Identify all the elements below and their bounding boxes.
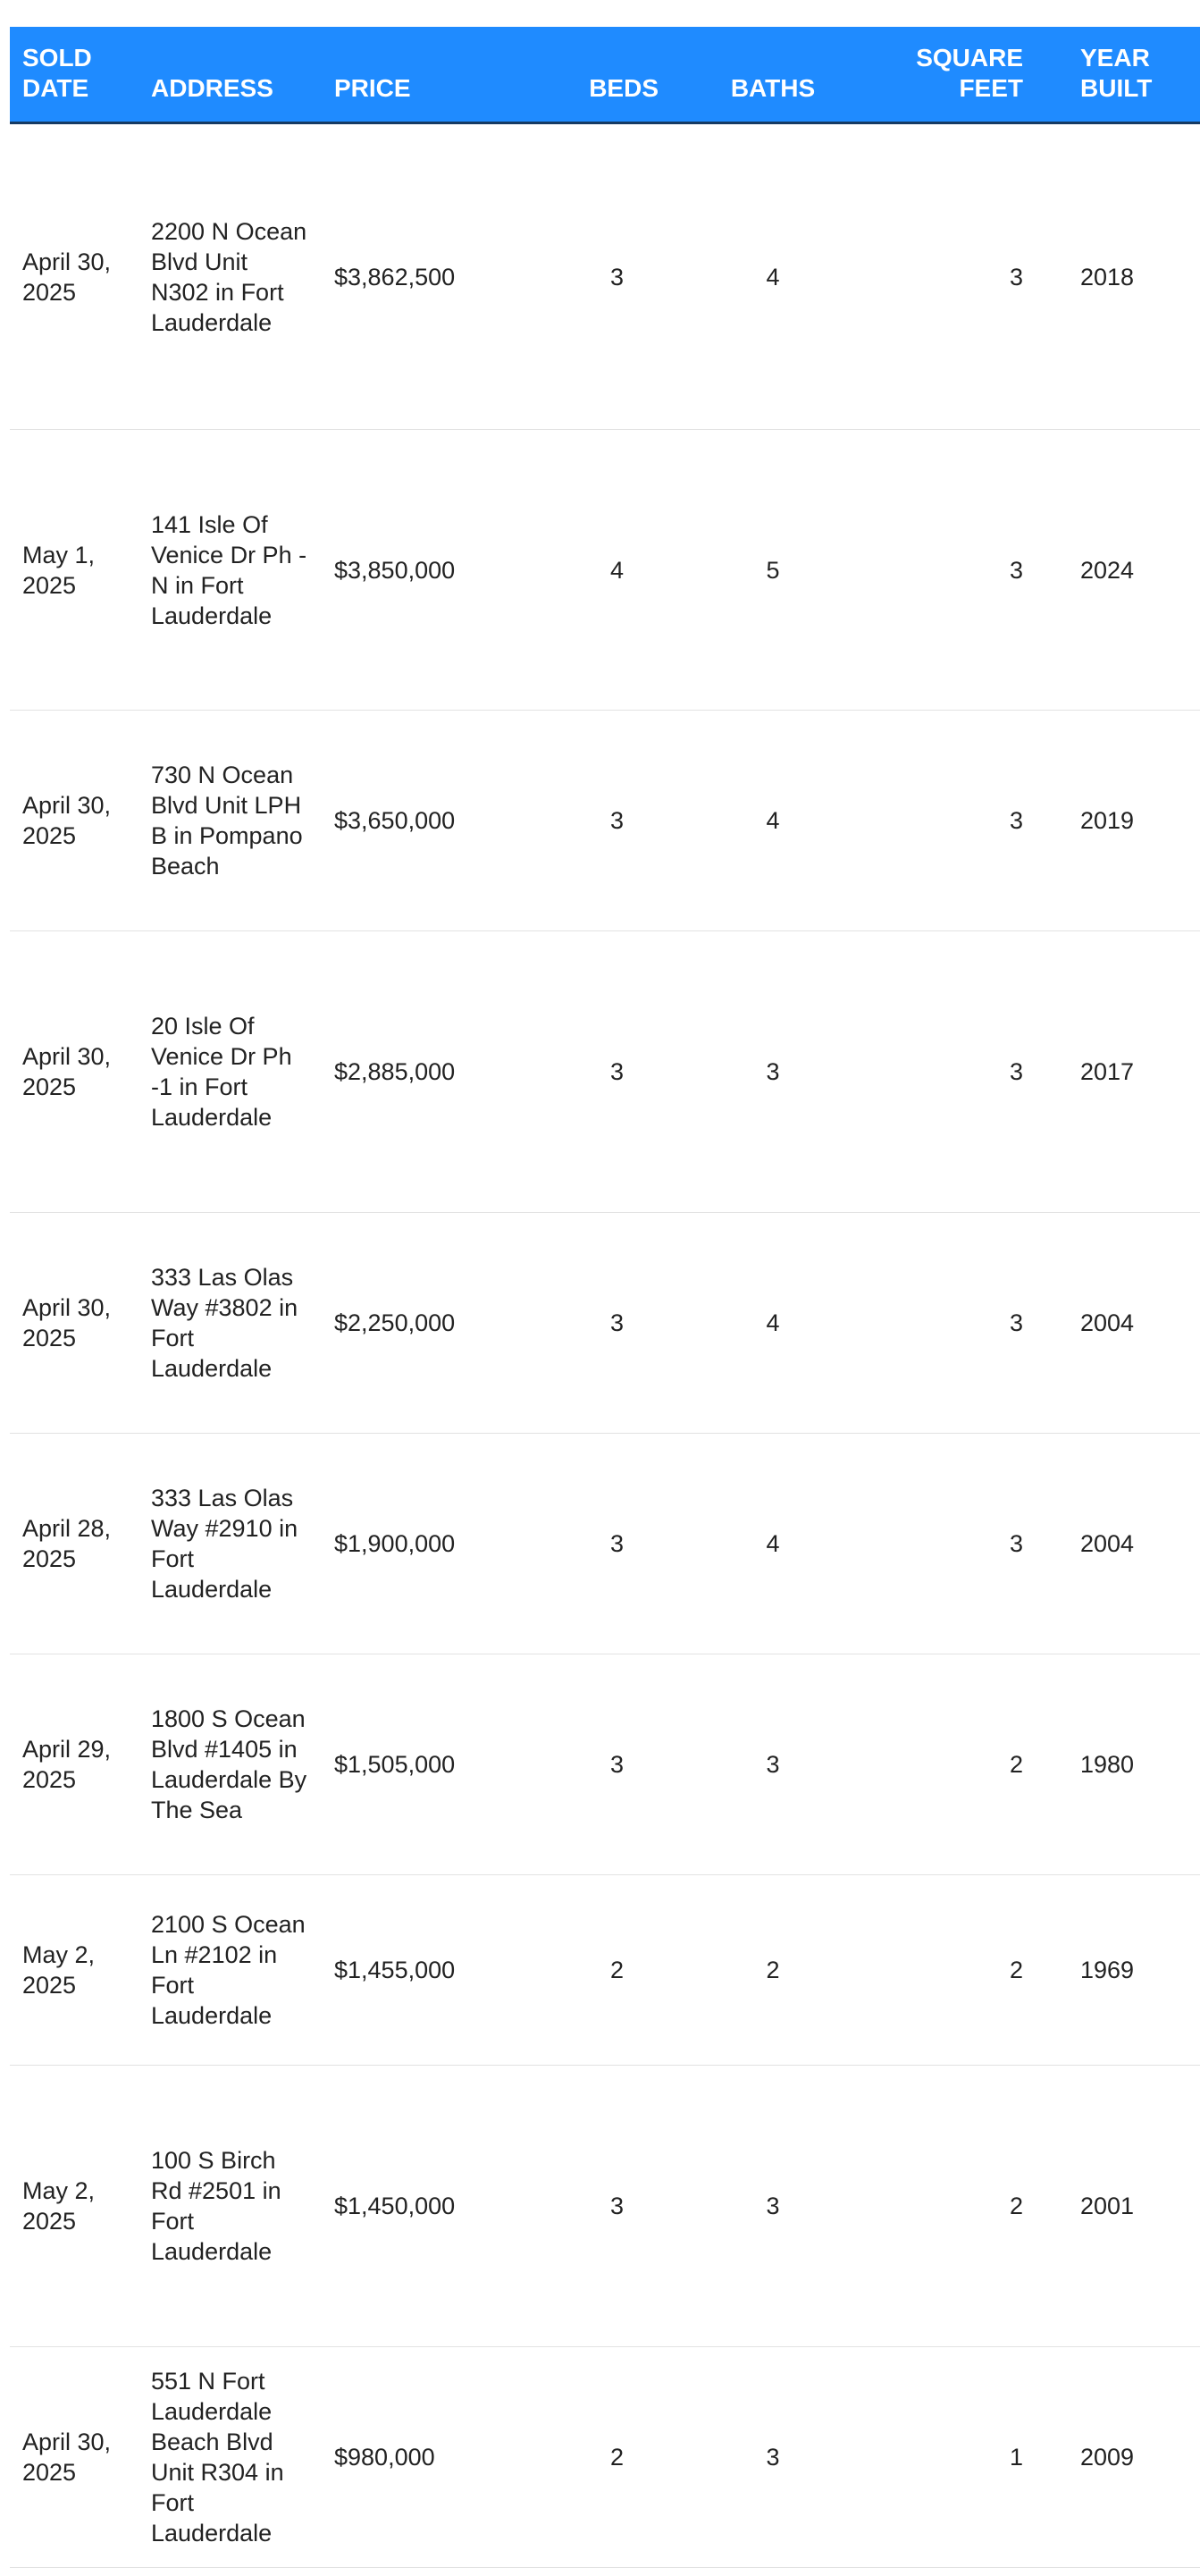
- cell-address: 333 Las Olas Way #2910 in Fort Lauderdale: [138, 1434, 322, 1654]
- cell-address: 1800 S Ocean Blvd #1405 in Lauderdale By The Sea: [138, 1654, 322, 1875]
- cell-baths: 5: [691, 430, 855, 711]
- cell-price: $3,650,000: [322, 711, 509, 931]
- cell-beds: 3: [509, 1434, 691, 1654]
- cell-sold-date: April 30, 2025: [10, 2347, 138, 2568]
- cell-square-feet: 2: [855, 1875, 1053, 2066]
- cell-price: $1,900,000: [322, 1434, 509, 1654]
- cell-sold-date: April 29, 2025: [10, 1654, 138, 1875]
- cell-sold-date: May 2, 2025: [10, 1875, 138, 2066]
- cell-price: $2,885,000: [322, 931, 509, 1213]
- cell-sold-date: April 28, 2025: [10, 1434, 138, 1654]
- cell-address: 2100 S Ocean Ln #2102 in Fort Lauderdale: [138, 1875, 322, 2066]
- header-beds: BEDS: [589, 74, 659, 102]
- cell-price: $1,505,000: [322, 1654, 509, 1875]
- cell-address: 551 N Fort Lauderdale Beach Blvd Unit R304 in Fort Lauderdale: [138, 2347, 322, 2568]
- cell-beds: 3: [509, 1213, 691, 1434]
- cell-beds: 3: [509, 123, 691, 430]
- cell-baths: 4: [691, 711, 855, 931]
- cell-beds: 3: [509, 2066, 691, 2347]
- recent-sales-table: [10, 27, 1200, 2568]
- cell-sold-date: April 30, 2025: [10, 1213, 138, 1434]
- cell-baths: 3: [691, 931, 855, 1213]
- cell-address: 20 Isle Of Venice Dr Ph -1 in Fort Lauderdale: [138, 931, 322, 1213]
- cell-year-built: 2004: [1053, 1434, 1200, 1654]
- cell-beds: 2: [509, 2347, 691, 2568]
- header-baths: BATHS: [730, 74, 816, 102]
- cell-square-feet: 2: [855, 2066, 1053, 2347]
- cell-year-built: 2018: [1053, 123, 1200, 430]
- cell-beds: 4: [509, 430, 691, 711]
- cell-baths: 4: [691, 123, 855, 430]
- cell-square-feet: 2: [855, 1654, 1053, 1875]
- table-row: [10, 2066, 1200, 2347]
- cell-sold-date: May 2, 2025: [10, 2066, 138, 2347]
- cell-address: 2200 N Ocean Blvd Unit N302 in Fort Lauderdale: [138, 123, 322, 430]
- header-sold-date: SOLD DATE: [22, 44, 92, 102]
- cell-year-built: 1980: [1053, 1654, 1200, 1875]
- cell-sold-date: May 1, 2025: [10, 430, 138, 711]
- cell-year-built: 2024: [1053, 430, 1200, 711]
- cell-address: 100 S Birch Rd #2501 in Fort Lauderdale: [138, 2066, 322, 2347]
- cell-sold-date: April 30, 2025: [10, 711, 138, 931]
- cell-baths: 2: [691, 1875, 855, 2066]
- table-row: [10, 1434, 1200, 1654]
- cell-address: 333 Las Olas Way #3802 in Fort Lauderdale: [138, 1213, 322, 1434]
- cell-square-feet: 3: [855, 123, 1053, 430]
- cell-year-built: 2009: [1053, 2347, 1200, 2568]
- sales-table-container: [10, 27, 1153, 2568]
- cell-beds: 3: [509, 1654, 691, 1875]
- header-price: PRICE: [334, 74, 411, 102]
- cell-price: $3,862,500: [322, 123, 509, 430]
- table-row: [10, 430, 1200, 711]
- table-header: [10, 27, 1200, 123]
- cell-year-built: 2004: [1053, 1213, 1200, 1434]
- cell-baths: 3: [691, 1654, 855, 1875]
- cell-square-feet: 3: [855, 931, 1053, 1213]
- cell-square-feet: 3: [855, 430, 1053, 711]
- cell-baths: 4: [691, 1213, 855, 1434]
- cell-sold-date: April 30, 2025: [10, 123, 138, 430]
- header-address: ADDRESS: [151, 74, 273, 102]
- header-square-feet: SQUARE FEET: [916, 44, 1023, 102]
- cell-price: $980,000: [322, 2347, 509, 2568]
- cell-year-built: 2001: [1053, 2066, 1200, 2347]
- header-year-built: YEAR BUILT: [1080, 44, 1153, 102]
- table-row: [10, 1213, 1200, 1434]
- table-row: [10, 1654, 1200, 1875]
- table-row: [10, 2347, 1200, 2568]
- table-row: [10, 711, 1200, 931]
- cell-year-built: 1969: [1053, 1875, 1200, 2066]
- table-body: [10, 123, 1200, 2568]
- cell-beds: 3: [509, 711, 691, 931]
- cell-square-feet: 3: [855, 1213, 1053, 1434]
- header-row: [10, 27, 1200, 123]
- table-row: [10, 123, 1200, 430]
- cell-price: $2,250,000: [322, 1213, 509, 1434]
- cell-square-feet: 3: [855, 1434, 1053, 1654]
- table-row: [10, 931, 1200, 1213]
- cell-price: $1,455,000: [322, 1875, 509, 2066]
- cell-year-built: 2017: [1053, 931, 1200, 1213]
- cell-address: 141 Isle Of Venice Dr Ph -N in Fort Lauderdale: [138, 430, 322, 711]
- cell-address: 730 N Ocean Blvd Unit LPH B in Pompano Beach: [138, 711, 322, 931]
- cell-baths: 3: [691, 2066, 855, 2347]
- cell-square-feet: 1: [855, 2347, 1053, 2568]
- cell-beds: 3: [509, 931, 691, 1213]
- cell-baths: 4: [691, 1434, 855, 1654]
- cell-price: $1,450,000: [322, 2066, 509, 2347]
- cell-year-built: 2019: [1053, 711, 1200, 931]
- table-row: [10, 1875, 1200, 2066]
- cell-baths: 3: [691, 2347, 855, 2568]
- cell-square-feet: 3: [855, 711, 1053, 931]
- cell-beds: 2: [509, 1875, 691, 2066]
- cell-price: $3,850,000: [322, 430, 509, 711]
- cell-sold-date: April 30, 2025: [10, 931, 138, 1213]
